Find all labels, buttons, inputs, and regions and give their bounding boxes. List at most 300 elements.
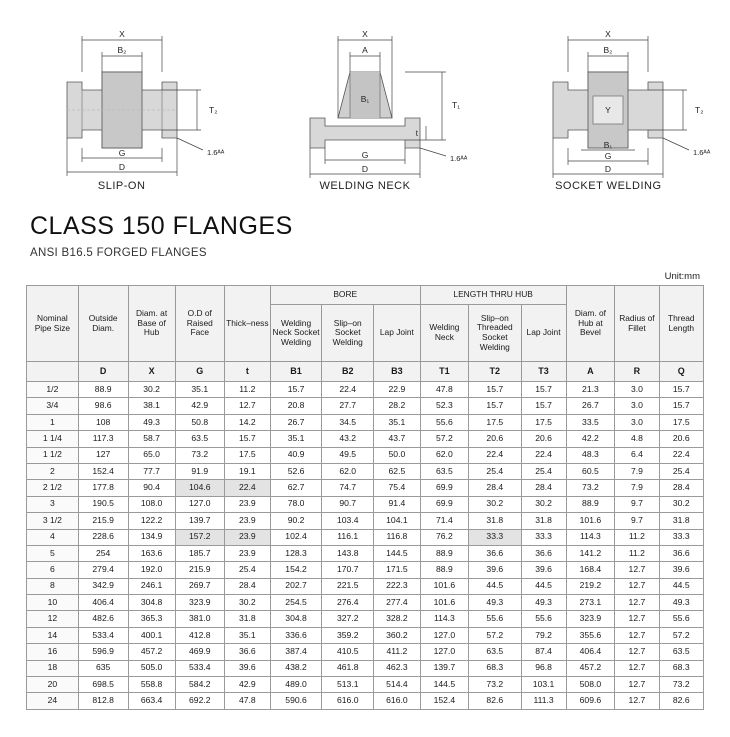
table-cell: 15.7	[270, 382, 322, 398]
diagram-caption-socket-welding: SOCKET WELDING	[555, 180, 662, 192]
table-cell: 15.7	[659, 398, 703, 414]
flange-dimension-table	[26, 285, 704, 710]
table-cell: 154.2	[270, 562, 322, 578]
table-cell: 411.2	[374, 644, 421, 660]
th-bore-lap-joint: Lap Joint	[374, 305, 421, 362]
table-cell: 596.9	[78, 644, 128, 660]
table-cell: 30.2	[659, 496, 703, 512]
th-hub-welding-neck: Welding Neck	[420, 305, 468, 362]
table-cell: 114.3	[566, 529, 615, 545]
table-cell: 152.4	[78, 463, 128, 479]
table-cell: 63.5	[469, 644, 522, 660]
table-cell: 55.6	[659, 611, 703, 627]
table-cell: 42.2	[566, 431, 615, 447]
table-cell: 141.2	[566, 545, 615, 561]
title-block	[0, 200, 730, 259]
table-cell: 31.8	[659, 513, 703, 529]
table-cell: 163.6	[128, 545, 175, 561]
th-diam-base-hub: Diam. at Base of Hub	[128, 286, 175, 362]
cell-nominal-pipe-size: 1 1/2	[27, 447, 79, 463]
table-row	[27, 414, 704, 430]
sym-nps	[27, 362, 79, 382]
table-cell: 34.5	[322, 414, 374, 430]
dim-label-d: D	[605, 164, 612, 174]
table-cell: 25.4	[224, 562, 270, 578]
table-cell: 35.1	[270, 431, 322, 447]
dim-label-x: X	[362, 29, 368, 39]
table-cell: 533.4	[175, 660, 224, 676]
table-cell: 20.8	[270, 398, 322, 414]
table-cell: 47.8	[420, 382, 468, 398]
table-cell: 36.6	[469, 545, 522, 561]
dim-label-b2: B₂	[117, 45, 127, 55]
table-body	[27, 382, 704, 710]
th-thread-length: Thread Length	[659, 286, 703, 362]
table-cell: 12.7	[615, 644, 659, 660]
table-cell: 406.4	[78, 595, 128, 611]
table-cell: 20.6	[659, 431, 703, 447]
table-row	[27, 611, 704, 627]
table-cell: 60.5	[566, 463, 615, 479]
sym-b3: B3	[374, 362, 421, 382]
table-cell: 49.3	[469, 595, 522, 611]
table-cell: 22.4	[521, 447, 566, 463]
table-cell: 508.0	[566, 677, 615, 693]
diagram-row	[0, 0, 730, 200]
table-cell: 96.8	[521, 660, 566, 676]
th-radius-fillet: Radius of Fillet	[615, 286, 659, 362]
table-cell: 39.6	[224, 660, 270, 676]
table-cell: 12.7	[615, 578, 659, 594]
page-subtitle: ANSI B16.5 FORGED FLANGES	[30, 247, 207, 259]
table-cell: 62.0	[420, 447, 468, 463]
table-cell: 52.6	[270, 463, 322, 479]
table-cell: 11.2	[615, 529, 659, 545]
cell-nominal-pipe-size: 10	[27, 595, 79, 611]
table-cell: 108	[78, 414, 128, 430]
table-cell: 139.7	[420, 660, 468, 676]
table-cell: 323.9	[566, 611, 615, 627]
table-cell: 26.7	[270, 414, 322, 430]
table-cell: 103.1	[521, 677, 566, 693]
dim-label-t: t	[415, 129, 418, 138]
table-cell: 77.7	[128, 463, 175, 479]
table-cell: 50.8	[175, 414, 224, 430]
table-cell: 36.6	[659, 545, 703, 561]
table-cell: 171.5	[374, 562, 421, 578]
table-cell: 23.9	[224, 513, 270, 529]
table-cell: 462.3	[374, 660, 421, 676]
table-row	[27, 447, 704, 463]
th-bore-welding-neck-socket: Welding Neck Socket Welding	[270, 305, 322, 362]
table-row	[27, 627, 704, 643]
table-cell: 387.4	[270, 644, 322, 660]
table-cell: 90.7	[322, 496, 374, 512]
table-cell: 62.7	[270, 480, 322, 496]
table-cell: 273.1	[566, 595, 615, 611]
table-cell: 584.2	[175, 677, 224, 693]
table-cell: 30.2	[128, 382, 175, 398]
table-cell: 28.2	[374, 398, 421, 414]
table-cell: 12.7	[615, 562, 659, 578]
table-cell: 31.8	[469, 513, 522, 529]
th-hub-lap-joint: Lap Joint	[521, 305, 566, 362]
sym-d: D	[78, 362, 128, 382]
table-cell: 26.7	[566, 398, 615, 414]
table-cell: 461.8	[322, 660, 374, 676]
table-cell: 49.3	[128, 414, 175, 430]
table-cell: 43.7	[374, 431, 421, 447]
table-cell: 12.7	[615, 611, 659, 627]
dim-label-fillet: 1.6ᴬᴬ	[449, 154, 468, 163]
table-cell: 336.6	[270, 627, 322, 643]
table-cell: 55.6	[420, 414, 468, 430]
cell-nominal-pipe-size: 3	[27, 496, 79, 512]
table-cell: 40.9	[270, 447, 322, 463]
table-cell: 139.7	[175, 513, 224, 529]
dim-label-x: X	[605, 29, 612, 39]
table-cell: 28.4	[659, 480, 703, 496]
diagram-caption-welding-neck: WELDING NECK	[319, 180, 411, 192]
table-cell: 609.6	[566, 693, 615, 709]
cell-nominal-pipe-size: 20	[27, 677, 79, 693]
table-cell: 558.8	[128, 677, 175, 693]
table-cell: 35.1	[374, 414, 421, 430]
table-cell: 438.2	[270, 660, 322, 676]
table-cell: 22.4	[224, 480, 270, 496]
table-cell: 42.9	[224, 677, 270, 693]
table-cell: 108.0	[128, 496, 175, 512]
table-cell: 7.9	[615, 463, 659, 479]
table-cell: 276.4	[322, 595, 374, 611]
table-cell: 15.7	[521, 382, 566, 398]
table-cell: 57.2	[659, 627, 703, 643]
table-cell: 98.6	[78, 398, 128, 414]
table-cell: 328.2	[374, 611, 421, 627]
dim-label-t2: T₂	[695, 105, 704, 115]
table-cell: 25.4	[659, 463, 703, 479]
table-cell: 269.7	[175, 578, 224, 594]
table-cell: 27.7	[322, 398, 374, 414]
table-cell: 35.1	[224, 627, 270, 643]
table-cell: 365.3	[128, 611, 175, 627]
table-cell: 73.2	[175, 447, 224, 463]
sym-t2: T2	[469, 362, 522, 382]
table-cell: 44.5	[659, 578, 703, 594]
table-cell: 168.4	[566, 562, 615, 578]
table-cell: 12.7	[615, 595, 659, 611]
cell-nominal-pipe-size: 24	[27, 693, 79, 709]
table-cell: 30.2	[469, 496, 522, 512]
table-cell: 73.2	[566, 480, 615, 496]
table-cell: 48.3	[566, 447, 615, 463]
table-cell: 28.4	[521, 480, 566, 496]
table-row	[27, 545, 704, 561]
table-cell: 381.0	[175, 611, 224, 627]
table-row	[27, 513, 704, 529]
cell-nominal-pipe-size: 2	[27, 463, 79, 479]
table-cell: 342.9	[78, 578, 128, 594]
table-cell: 359.2	[322, 627, 374, 643]
table-cell: 15.7	[224, 431, 270, 447]
table-cell: 101.6	[420, 595, 468, 611]
dim-label-g: G	[605, 151, 612, 161]
table-row	[27, 595, 704, 611]
table-cell: 68.3	[469, 660, 522, 676]
table-cell: 323.9	[175, 595, 224, 611]
table-cell: 28.4	[224, 578, 270, 594]
table-cell: 101.6	[420, 578, 468, 594]
table-cell: 49.3	[659, 595, 703, 611]
table-cell: 114.3	[420, 611, 468, 627]
table-cell: 31.8	[224, 611, 270, 627]
table-cell: 190.5	[78, 496, 128, 512]
diagram-slip-on	[7, 10, 237, 200]
table-cell: 144.5	[420, 677, 468, 693]
sym-q: Q	[659, 362, 703, 382]
table-cell: 36.6	[521, 545, 566, 561]
dim-label-b1: B₁	[604, 140, 613, 150]
dim-label-t2: T₂	[208, 105, 218, 115]
table-cell: 20.6	[521, 431, 566, 447]
table-cell: 635	[78, 660, 128, 676]
table-cell: 76.2	[420, 529, 468, 545]
table-row	[27, 660, 704, 676]
table-cell: 79.2	[521, 627, 566, 643]
table-cell: 228.6	[78, 529, 128, 545]
table-cell: 327.2	[322, 611, 374, 627]
table-cell: 33.3	[521, 529, 566, 545]
table-cell: 44.5	[521, 578, 566, 594]
cell-nominal-pipe-size: 5	[27, 545, 79, 561]
table-cell: 469.9	[175, 644, 224, 660]
table-cell: 6.4	[615, 447, 659, 463]
table-cell: 3.0	[615, 414, 659, 430]
table-cell: 127.0	[175, 496, 224, 512]
table-cell: 69.9	[420, 496, 468, 512]
cell-nominal-pipe-size: 1	[27, 414, 79, 430]
table-cell: 127.0	[420, 627, 468, 643]
table-cell: 400.1	[128, 627, 175, 643]
table-cell: 52.3	[420, 398, 468, 414]
diagram-socket-welding	[493, 10, 723, 200]
dim-label-y: Y	[605, 105, 612, 115]
table-cell: 39.6	[469, 562, 522, 578]
table-cell: 222.3	[374, 578, 421, 594]
table-row	[27, 496, 704, 512]
table-cell: 28.4	[469, 480, 522, 496]
cell-nominal-pipe-size: 3/4	[27, 398, 79, 414]
table-cell: 78.0	[270, 496, 322, 512]
th-thickness: Thick–ness	[224, 286, 270, 362]
table-cell: 254.5	[270, 595, 322, 611]
dim-label-b2: B₂	[603, 45, 613, 55]
table-cell: 15.7	[469, 398, 522, 414]
table-cell: 514.4	[374, 677, 421, 693]
sym-b2: B2	[322, 362, 374, 382]
table-cell: 44.5	[469, 578, 522, 594]
table-cell: 88.9	[566, 496, 615, 512]
table-row	[27, 677, 704, 693]
table-cell: 49.3	[521, 595, 566, 611]
table-cell: 22.9	[374, 382, 421, 398]
cell-nominal-pipe-size: 16	[27, 644, 79, 660]
table-cell: 63.5	[175, 431, 224, 447]
cell-nominal-pipe-size: 12	[27, 611, 79, 627]
table-cell: 489.0	[270, 677, 322, 693]
table-cell: 9.7	[615, 496, 659, 512]
dim-label-x: X	[118, 29, 125, 39]
table-cell: 4.8	[615, 431, 659, 447]
table-cell: 533.4	[78, 627, 128, 643]
sym-t3: T3	[521, 362, 566, 382]
table-cell: 152.4	[420, 693, 468, 709]
table-cell: 82.6	[469, 693, 522, 709]
table-cell: 25.4	[521, 463, 566, 479]
table-cell: 698.5	[78, 677, 128, 693]
table-cell: 127.0	[420, 644, 468, 660]
table-cell: 62.5	[374, 463, 421, 479]
table-cell: 21.3	[566, 382, 615, 398]
table-cell: 170.7	[322, 562, 374, 578]
table-cell: 192.0	[128, 562, 175, 578]
table-row	[27, 431, 704, 447]
table-cell: 42.9	[175, 398, 224, 414]
table-row	[27, 644, 704, 660]
table-cell: 616.0	[374, 693, 421, 709]
table-cell: 7.9	[615, 480, 659, 496]
table-cell: 88.9	[420, 562, 468, 578]
table-cell: 11.2	[615, 545, 659, 561]
table-cell: 410.5	[322, 644, 374, 660]
table-cell: 71.4	[420, 513, 468, 529]
table-cell: 90.2	[270, 513, 322, 529]
table-cell: 122.2	[128, 513, 175, 529]
table-cell: 304.8	[128, 595, 175, 611]
unit-note: Unit:mm	[664, 271, 700, 282]
table-cell: 47.8	[224, 693, 270, 709]
table-cell: 355.6	[566, 627, 615, 643]
table-cell: 3.0	[615, 382, 659, 398]
table-cell: 12.7	[615, 677, 659, 693]
table-cell: 219.2	[566, 578, 615, 594]
table-cell: 43.2	[322, 431, 374, 447]
cell-nominal-pipe-size: 2 1/2	[27, 480, 79, 496]
table-cell: 23.9	[224, 545, 270, 561]
table-cell: 55.6	[469, 611, 522, 627]
table-cell: 22.4	[469, 447, 522, 463]
table-cell: 19.1	[224, 463, 270, 479]
table-cell: 457.2	[128, 644, 175, 660]
table-cell: 73.2	[659, 677, 703, 693]
table-cell: 17.5	[224, 447, 270, 463]
table-cell: 12.7	[615, 660, 659, 676]
table-cell: 157.2	[175, 529, 224, 545]
table-row	[27, 562, 704, 578]
table-cell: 91.9	[175, 463, 224, 479]
table-cell: 63.5	[420, 463, 468, 479]
table-cell: 33.3	[659, 529, 703, 545]
table-cell: 58.7	[128, 431, 175, 447]
table-cell: 12.7	[615, 627, 659, 643]
cell-nominal-pipe-size: 18	[27, 660, 79, 676]
flange-table-wrap	[0, 285, 730, 710]
table-cell: 30.2	[521, 496, 566, 512]
table-cell: 12.7	[615, 693, 659, 709]
table-cell: 88.9	[420, 545, 468, 561]
table-cell: 62.0	[322, 463, 374, 479]
table-cell: 22.4	[322, 382, 374, 398]
table-cell: 277.4	[374, 595, 421, 611]
table-cell: 14.2	[224, 414, 270, 430]
table-row	[27, 578, 704, 594]
table-cell: 74.7	[322, 480, 374, 496]
table-cell: 35.1	[175, 382, 224, 398]
diagram-welding-neck	[250, 10, 480, 200]
th-od-raised-face: O.D of Raised Face	[175, 286, 224, 362]
table-row	[27, 463, 704, 479]
table-cell: 692.2	[175, 693, 224, 709]
sym-b1: B1	[270, 362, 322, 382]
table-cell: 412.8	[175, 627, 224, 643]
table-row	[27, 382, 704, 398]
table-cell: 87.4	[521, 644, 566, 660]
sym-a: A	[566, 362, 615, 382]
table-cell: 221.5	[322, 578, 374, 594]
table-cell: 39.6	[521, 562, 566, 578]
table-cell: 30.2	[224, 595, 270, 611]
table-cell: 616.0	[322, 693, 374, 709]
table-cell: 482.6	[78, 611, 128, 627]
table-cell: 68.3	[659, 660, 703, 676]
table-cell: 88.9	[78, 382, 128, 398]
cell-nominal-pipe-size: 8	[27, 578, 79, 594]
table-cell: 33.3	[469, 529, 522, 545]
table-cell: 406.4	[566, 644, 615, 660]
table-row	[27, 529, 704, 545]
table-cell: 117.3	[78, 431, 128, 447]
table-cell: 63.5	[659, 644, 703, 660]
header-row-groups	[27, 286, 704, 305]
cell-nominal-pipe-size: 3 1/2	[27, 513, 79, 529]
table-cell: 91.4	[374, 496, 421, 512]
table-cell: 23.9	[224, 496, 270, 512]
diagram-caption-slip-on: SLIP-ON	[97, 180, 146, 192]
table-cell: 20.6	[469, 431, 522, 447]
table-cell: 23.9	[224, 529, 270, 545]
table-cell: 38.1	[128, 398, 175, 414]
dim-label-d: D	[118, 162, 125, 172]
table-cell: 104.1	[374, 513, 421, 529]
table-head	[27, 286, 704, 382]
table-row	[27, 480, 704, 496]
page-title: CLASS 150 FLANGES	[30, 212, 293, 240]
table-cell: 17.5	[521, 414, 566, 430]
sym-g: G	[175, 362, 224, 382]
table-cell: 215.9	[78, 513, 128, 529]
cell-nominal-pipe-size: 1 1/4	[27, 431, 79, 447]
table-cell: 57.2	[469, 627, 522, 643]
table-cell: 254	[78, 545, 128, 561]
table-cell: 3.0	[615, 398, 659, 414]
table-cell: 12.7	[224, 398, 270, 414]
table-cell: 36.6	[224, 644, 270, 660]
table-cell: 57.2	[420, 431, 468, 447]
table-cell: 127	[78, 447, 128, 463]
th-group-bore: BORE	[270, 286, 420, 305]
table-row	[27, 693, 704, 709]
dim-label-fillet: 1.6ᴬᴬ	[206, 148, 224, 157]
